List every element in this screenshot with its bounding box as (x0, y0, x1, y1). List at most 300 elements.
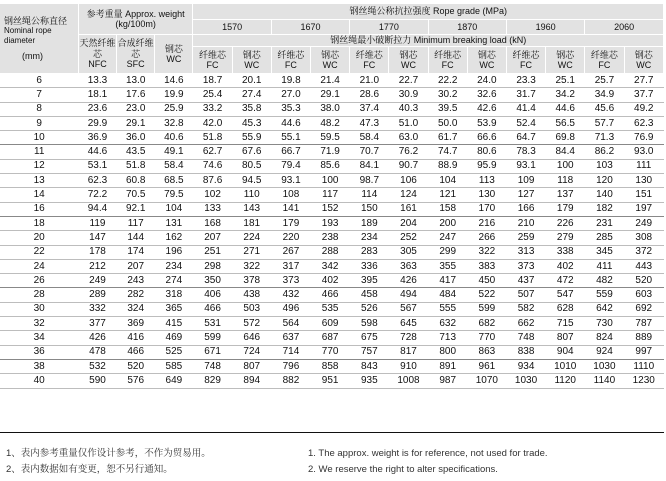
value-cell: 271 (232, 245, 271, 259)
value-cell: 891 (428, 359, 467, 373)
grade-1570: 1570 (193, 20, 271, 35)
value-cell: 438 (232, 288, 271, 302)
value-cell: 770 (467, 331, 506, 345)
rope-spec-table (0, 4, 664, 389)
value-cell: 120 (585, 174, 624, 188)
value-cell: 249 (624, 216, 663, 230)
value-cell: 28.6 (350, 88, 389, 102)
value-cell: 582 (506, 302, 545, 316)
value-cell: 599 (193, 331, 232, 345)
value-cell: 318 (155, 288, 193, 302)
breaking-col-cn: 钢芯 (399, 49, 418, 60)
value-cell: 231 (585, 216, 624, 230)
value-cell: 369 (117, 317, 155, 331)
note-en-1: 1. The approx. weight is for reference, not used for trade. (308, 448, 548, 459)
value-cell: 29.1 (311, 88, 350, 102)
table-bottom-rule (0, 432, 664, 433)
value-cell: 95.9 (467, 159, 506, 173)
value-cell: 824 (585, 331, 624, 345)
value-cell: 807 (232, 359, 271, 373)
value-cell: 53.9 (467, 116, 506, 130)
diameter-cell: 14 (0, 188, 78, 202)
value-cell: 338 (546, 245, 585, 259)
value-cell: 141 (271, 202, 310, 216)
value-cell: 70.5 (117, 188, 155, 202)
weight-header-title: 参考重量 Approx. weight (86, 8, 185, 19)
value-cell: 642 (585, 302, 624, 316)
value-cell: 484 (428, 288, 467, 302)
value-cell: 182 (585, 202, 624, 216)
value-cell: 104 (155, 202, 193, 216)
value-cell: 87.6 (193, 174, 232, 188)
breaking-col-cn: 钢芯 (242, 49, 261, 60)
value-cell: 67.6 (232, 145, 271, 159)
breaking-col-2060-wc (624, 47, 663, 74)
value-cell: 23.6 (78, 102, 116, 116)
value-cell: 71.9 (311, 145, 350, 159)
table-row (0, 116, 664, 130)
value-cell: 1140 (585, 374, 624, 388)
weight-col-sfc-code: SFC (126, 59, 145, 70)
value-cell: 151 (624, 188, 663, 202)
value-cell: 179 (546, 202, 585, 216)
diameter-cell: 12 (0, 159, 78, 173)
weight-col-sfc-cn: 合成纤维芯 (117, 38, 154, 59)
value-cell: 49.2 (624, 102, 663, 116)
value-cell: 179 (271, 216, 310, 230)
value-cell: 628 (546, 302, 585, 316)
value-cell: 671 (193, 345, 232, 359)
value-cell: 525 (155, 345, 193, 359)
note-cn-2: 2、表内数据如有变更，恕不另行通知。 (6, 464, 173, 475)
value-cell: 609 (311, 317, 350, 331)
value-cell: 365 (155, 302, 193, 316)
value-cell: 322 (467, 245, 506, 259)
breaking-col-code: WC (557, 60, 573, 70)
value-cell: 18.7 (193, 74, 232, 88)
value-cell: 27.4 (232, 88, 271, 102)
value-cell: 935 (350, 374, 389, 388)
value-cell: 59.5 (311, 131, 350, 145)
value-cell: 383 (467, 259, 506, 273)
value-cell: 267 (271, 245, 310, 259)
value-cell: 894 (232, 374, 271, 388)
value-cell: 377 (78, 317, 116, 331)
value-cell: 58.4 (155, 159, 193, 173)
value-cell: 567 (389, 302, 428, 316)
value-cell: 590 (78, 374, 116, 388)
breaking-col-code: FC (206, 60, 219, 70)
value-cell: 748 (506, 331, 545, 345)
value-cell: 19.9 (155, 88, 193, 102)
value-cell: 55.1 (271, 131, 310, 145)
value-cell: 63.0 (389, 131, 428, 145)
value-cell: 285 (585, 231, 624, 245)
value-cell: 838 (506, 345, 545, 359)
diameter-cell: 32 (0, 317, 78, 331)
value-cell: 207 (193, 231, 232, 245)
value-cell: 100 (546, 159, 585, 173)
diameter-header-cn: 钢丝绳公称直径 (4, 15, 68, 26)
value-cell: 76.2 (389, 145, 428, 159)
value-cell: 22.2 (428, 74, 467, 88)
value-cell: 60.8 (117, 174, 155, 188)
diameter-cell: 22 (0, 245, 78, 259)
table-row (0, 259, 664, 273)
value-cell: 645 (389, 317, 428, 331)
value-cell: 168 (193, 216, 232, 230)
value-cell: 216 (467, 216, 506, 230)
value-cell: 37.4 (350, 102, 389, 116)
value-cell: 66.7 (271, 145, 310, 159)
value-cell: 42.6 (467, 102, 506, 116)
diameter-cell: 18 (0, 216, 78, 230)
value-cell: 109 (506, 174, 545, 188)
diameter-cell: 24 (0, 259, 78, 273)
value-cell: 24.0 (467, 74, 506, 88)
table-row (0, 88, 664, 102)
value-cell: 299 (428, 245, 467, 259)
value-cell: 124 (389, 188, 428, 202)
value-cell: 93.1 (271, 174, 310, 188)
value-cell: 51.8 (193, 131, 232, 145)
breaking-col-code: WC (636, 60, 652, 70)
weight-col-nfc (78, 35, 116, 74)
value-cell: 34.9 (585, 88, 624, 102)
value-cell: 757 (350, 345, 389, 359)
value-cell: 117 (311, 188, 350, 202)
breaking-col-cn: 钢芯 (477, 49, 496, 60)
value-cell: 47.3 (350, 116, 389, 130)
diameter-header-en: Nominal rope diameter (4, 26, 52, 45)
value-cell: 395 (350, 274, 389, 288)
value-cell: 64.7 (506, 131, 545, 145)
value-cell: 102 (193, 188, 232, 202)
diameter-cell: 28 (0, 288, 78, 302)
table-row (0, 288, 664, 302)
value-cell: 84.1 (350, 159, 389, 173)
table-row (0, 102, 664, 116)
value-cell: 378 (232, 274, 271, 288)
value-cell: 32.8 (155, 116, 193, 130)
value-cell: 220 (271, 231, 310, 245)
value-cell: 98.7 (350, 174, 389, 188)
value-cell: 535 (311, 302, 350, 316)
value-cell: 17.6 (117, 88, 155, 102)
value-cell: 317 (271, 259, 310, 273)
breaking-col-code: FC (598, 60, 611, 70)
diameter-cell: 20 (0, 231, 78, 245)
value-cell: 336 (350, 259, 389, 273)
value-cell: 252 (389, 231, 428, 245)
value-cell: 863 (467, 345, 506, 359)
value-cell: 714 (271, 345, 310, 359)
value-cell: 603 (624, 288, 663, 302)
breaking-col-cn: 钢芯 (556, 49, 575, 60)
value-cell: 204 (389, 216, 428, 230)
value-cell: 35.3 (271, 102, 310, 116)
grade-2060: 2060 (585, 20, 664, 35)
value-cell: 74.7 (428, 145, 467, 159)
value-cell: 572 (232, 317, 271, 331)
value-cell: 662 (506, 317, 545, 331)
value-cell: 426 (78, 331, 116, 345)
value-cell: 576 (117, 374, 155, 388)
value-cell: 76.9 (624, 131, 663, 145)
grade-1870: 1870 (428, 20, 506, 35)
breaking-col-cn: 纤维芯 (277, 49, 305, 60)
value-cell: 84.4 (546, 145, 585, 159)
value-cell: 62.3 (78, 174, 116, 188)
value-cell: 39.5 (428, 102, 467, 116)
value-cell: 23.0 (117, 102, 155, 116)
value-cell: 25.7 (585, 74, 624, 88)
table-header (0, 4, 664, 74)
value-cell: 158 (428, 202, 467, 216)
value-cell: 71.3 (585, 131, 624, 145)
diameter-cell: 13 (0, 174, 78, 188)
value-cell: 56.5 (546, 116, 585, 130)
value-cell: 934 (506, 359, 545, 373)
value-cell: 298 (193, 259, 232, 273)
value-cell: 74.6 (193, 159, 232, 173)
value-cell: 496 (271, 302, 310, 316)
value-cell: 131 (155, 216, 193, 230)
value-cell: 251 (193, 245, 232, 259)
value-cell: 1230 (624, 374, 663, 388)
value-cell: 1010 (546, 359, 585, 373)
breaking-col-cn: 纤维芯 (199, 49, 227, 60)
grade-1670: 1670 (271, 20, 349, 35)
value-cell: 133 (193, 202, 232, 216)
value-cell: 555 (428, 302, 467, 316)
value-cell: 599 (467, 302, 506, 316)
value-cell: 1030 (585, 359, 624, 373)
table-row (0, 74, 664, 88)
value-cell: 212 (78, 259, 116, 273)
value-cell: 238 (311, 231, 350, 245)
value-cell: 730 (585, 317, 624, 331)
value-cell: 106 (389, 174, 428, 188)
value-cell: 193 (311, 216, 350, 230)
value-cell: 274 (155, 274, 193, 288)
grade-header: 钢丝绳公称抗拉强度 Rope grade (MPa) (193, 4, 664, 20)
value-cell: 119 (78, 216, 116, 230)
value-cell: 226 (546, 216, 585, 230)
value-cell: 13.3 (78, 74, 116, 88)
breaking-col-cn: 钢芯 (634, 49, 653, 60)
value-cell: 27.0 (271, 88, 310, 102)
value-cell: 313 (506, 245, 545, 259)
breaking-col-2060-fc (585, 47, 624, 74)
value-cell: 924 (585, 345, 624, 359)
value-cell: 178 (78, 245, 116, 259)
value-cell: 144 (117, 231, 155, 245)
value-cell: 585 (155, 359, 193, 373)
diameter-cell: 16 (0, 202, 78, 216)
value-cell: 22.7 (389, 74, 428, 88)
value-cell: 715 (546, 317, 585, 331)
breaking-col-code: WC (244, 60, 260, 70)
value-cell: 520 (117, 359, 155, 373)
value-cell: 51.0 (389, 116, 428, 130)
diameter-cell: 6 (0, 74, 78, 88)
value-cell: 363 (389, 259, 428, 273)
value-cell: 882 (271, 374, 310, 388)
value-cell: 889 (624, 331, 663, 345)
value-cell: 1030 (506, 374, 545, 388)
breaking-col-code: FC (363, 60, 376, 70)
value-cell: 234 (155, 259, 193, 273)
value-cell: 66.6 (467, 131, 506, 145)
value-cell: 951 (311, 374, 350, 388)
breaking-col-code: FC (441, 60, 454, 70)
diameter-cell: 36 (0, 345, 78, 359)
value-cell: 140 (585, 188, 624, 202)
value-cell: 598 (350, 317, 389, 331)
value-cell: 345 (585, 245, 624, 259)
value-cell: 682 (467, 317, 506, 331)
value-cell: 210 (506, 216, 545, 230)
value-cell: 450 (467, 274, 506, 288)
breaking-col-1960-wc (546, 47, 585, 74)
value-cell: 48.2 (311, 116, 350, 130)
value-cell: 32.6 (467, 88, 506, 102)
diameter-cell: 38 (0, 359, 78, 373)
value-cell: 27.7 (624, 74, 663, 88)
value-cell: 92.1 (117, 202, 155, 216)
value-cell: 266 (467, 231, 506, 245)
diameter-cell: 7 (0, 88, 78, 102)
value-cell: 25.9 (155, 102, 193, 116)
value-cell: 114 (350, 188, 389, 202)
value-cell: 843 (350, 359, 389, 373)
value-cell: 100 (311, 174, 350, 188)
breaking-col-code: WC (479, 60, 495, 70)
value-cell: 166 (506, 202, 545, 216)
value-cell: 532 (78, 359, 116, 373)
value-cell: 68.5 (155, 174, 193, 188)
table-row (0, 216, 664, 230)
value-cell: 342 (311, 259, 350, 273)
value-cell: 143 (232, 202, 271, 216)
value-cell: 111 (624, 159, 663, 173)
value-cell: 796 (271, 359, 310, 373)
value-cell: 104 (428, 174, 467, 188)
value-cell: 324 (117, 302, 155, 316)
value-cell: 355 (428, 259, 467, 273)
table-row (0, 317, 664, 331)
value-cell: 411 (585, 259, 624, 273)
weight-col-sfc (117, 35, 155, 74)
value-cell: 93.1 (506, 159, 545, 173)
value-cell: 29.1 (117, 116, 155, 130)
value-cell: 21.0 (350, 74, 389, 88)
value-cell: 36.9 (78, 131, 116, 145)
value-cell: 997 (624, 345, 663, 359)
value-cell: 332 (78, 302, 116, 316)
value-cell: 415 (155, 317, 193, 331)
value-cell: 547 (546, 288, 585, 302)
diameter-cell: 26 (0, 274, 78, 288)
value-cell: 288 (311, 245, 350, 259)
value-cell: 200 (428, 216, 467, 230)
value-cell: 817 (389, 345, 428, 359)
table-row (0, 245, 664, 259)
value-cell: 503 (232, 302, 271, 316)
table-row (0, 274, 664, 288)
value-cell: 478 (78, 345, 116, 359)
value-cell: 41.4 (506, 102, 545, 116)
value-cell: 1120 (546, 374, 585, 388)
value-cell: 259 (506, 231, 545, 245)
value-cell: 34.2 (546, 88, 585, 102)
value-cell: 69.8 (546, 131, 585, 145)
value-cell: 55.9 (232, 131, 271, 145)
table-row (0, 231, 664, 245)
value-cell: 472 (546, 274, 585, 288)
value-cell: 44.6 (546, 102, 585, 116)
breaking-col-cn: 钢芯 (321, 49, 340, 60)
value-cell: 94.5 (232, 174, 271, 188)
value-cell: 1110 (624, 359, 663, 373)
diameter-cell: 11 (0, 145, 78, 159)
table-row (0, 374, 664, 388)
value-cell: 44.6 (271, 116, 310, 130)
value-cell: 520 (624, 274, 663, 288)
grade-1960: 1960 (506, 20, 584, 35)
value-cell: 117 (117, 216, 155, 230)
value-cell: 23.3 (506, 74, 545, 88)
breaking-col-1570-wc (232, 47, 271, 74)
value-cell: 308 (624, 231, 663, 245)
breaking-col-code: FC (284, 60, 297, 70)
value-cell: 57.7 (585, 116, 624, 130)
value-cell: 522 (467, 288, 506, 302)
value-cell: 31.7 (506, 88, 545, 102)
breaking-col-cn: 纤维芯 (434, 49, 462, 60)
value-cell: 322 (232, 259, 271, 273)
value-cell: 93.0 (624, 145, 663, 159)
value-cell: 675 (350, 331, 389, 345)
breaking-col-code: WC (322, 60, 338, 70)
weight-col-nfc-cn: 天然纤维芯 (79, 38, 116, 59)
value-cell: 88.9 (428, 159, 467, 173)
value-cell: 224 (232, 231, 271, 245)
value-cell: 247 (428, 231, 467, 245)
breaking-col-1670-wc (311, 47, 350, 74)
table-row (0, 302, 664, 316)
value-cell: 526 (350, 302, 389, 316)
value-cell: 437 (506, 274, 545, 288)
value-cell: 161 (389, 202, 428, 216)
value-cell: 728 (389, 331, 428, 345)
value-cell: 14.6 (155, 74, 193, 88)
value-cell: 305 (389, 245, 428, 259)
value-cell: 458 (350, 288, 389, 302)
value-cell: 466 (193, 302, 232, 316)
value-cell: 79.4 (271, 159, 310, 173)
value-cell: 42.0 (193, 116, 232, 130)
value-cell: 90.7 (389, 159, 428, 173)
value-cell: 858 (311, 359, 350, 373)
table-row (0, 159, 664, 173)
table-body (0, 74, 664, 389)
value-cell: 469 (155, 331, 193, 345)
value-cell: 564 (271, 317, 310, 331)
value-cell: 79.5 (155, 188, 193, 202)
value-cell: 531 (193, 317, 232, 331)
